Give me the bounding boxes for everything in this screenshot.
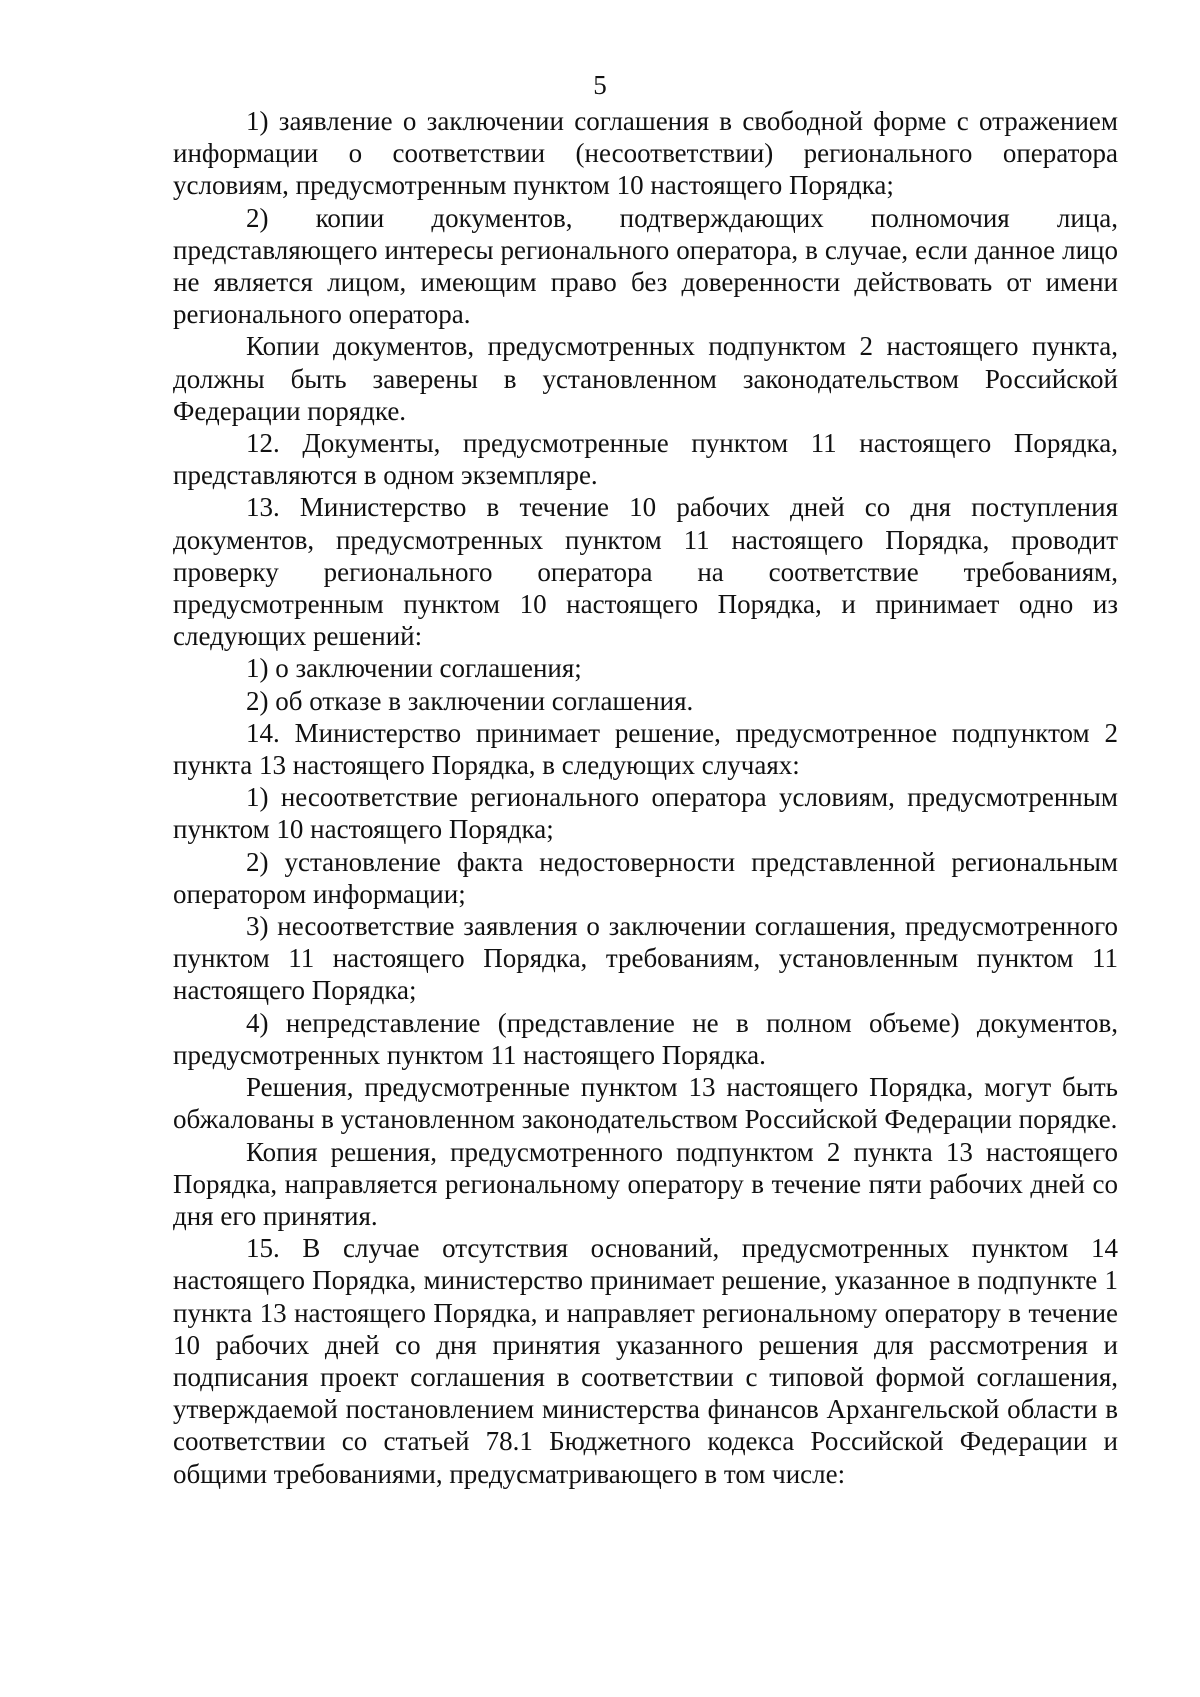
clause-13-option-2: 2) об отказе в заключении соглашения.: [246, 685, 694, 716]
clause-14: 14. Министерство принимает решение, предусмотренное подпунктом 2 пункта 13 настоящего Порядка, в следующих случаях:: [173, 717, 1118, 781]
paragraph-appeal: Решения, предусмотренные пунктом 13 настоящего Порядка, могут быть обжалованы в установленном законодательством Российской Федерации порядке.: [173, 1072, 1118, 1135]
list-item-statement: 1) заявление о заключении соглашения в свободной форме с отражением информации о соответствии (несоответствии) регионального оператора условиям, предусмотренным пунктом 10 настоящего Порядка;: [173, 106, 1118, 201]
clause-13-option-1: 1) о заключении соглашения;: [246, 653, 582, 684]
clause-13: 13. Министерство в течение 10 рабочих дней со дня поступления документов, предусмотренных пунктом 11 настоящего Порядка, проводит проверку регионального оператора на соответствие требованиям, предусмотренным пунктом 10 настоящего Порядка, и принимает одно из следующих решений:: [173, 492, 1118, 652]
list-item-authority-documents: 2) копии документов, подтверждающих полномочия лица, представляющего интересы регионального оператора, в случае, если данное лицо не является лицом, имеющим право без доверенности действовать от имени регионального оператора.: [173, 202, 1118, 330]
clause-15: 15. В случае отсутствия оснований, предусмотренных пунктом 14 настоящего Порядка, министерство принимает решение, указанное в подпункте 1 пункта 13 настоящего Порядка, и направляет региональному оператору в течение 10 рабочих дней со дня принятия указанного решения для рассмотрения и подписания проект соглашения в соответствии с типовой формой соглашения, утверждаемой постановлением министерства финансов Архангельской области в соответствии со статьей 78.1 Бюджетного кодекса Российской Федерации и общими требованиями, предусматривающего в том числе:: [173, 1233, 1118, 1489]
clause-14-case-3: 3) несоответствие заявления о заключении соглашения, предусмотренного пунктом 11 настоящего Порядка, требованиям, установленным пунктом 11 настоящего Порядка;: [173, 911, 1118, 1006]
clause-12: 12. Документы, предусмотренные пунктом 11 настоящего Порядка, представляются в одном экземпляре.: [173, 428, 1118, 491]
page-number: 5: [593, 70, 607, 100]
paragraph-copies-certification: Копии документов, предусмотренных подпунктом 2 настоящего пункта, должны быть заверены в установленном законодательством Российской Федерации порядке.: [173, 331, 1118, 426]
clause-14-case-2: 2) установление факта недостоверности представленной региональным оператором информации;: [173, 846, 1118, 909]
document-body: [173, 105, 1118, 1490]
paragraph-decision-copy: Копия решения, предусмотренного подпунктом 2 пункта 13 настоящего Порядка, направляется региональному оператору в течение пяти рабочих дней со дня его принятия.: [173, 1136, 1118, 1231]
clause-14-case-4: 4) непредставление (представление не в полном объеме) документов, предусмотренных пунктом 11 настоящего Порядка.: [173, 1007, 1118, 1070]
clause-14-case-1: 1) несоответствие регионального оператора условиям, предусмотренным пунктом 10 настоящего Порядка;: [173, 782, 1118, 845]
